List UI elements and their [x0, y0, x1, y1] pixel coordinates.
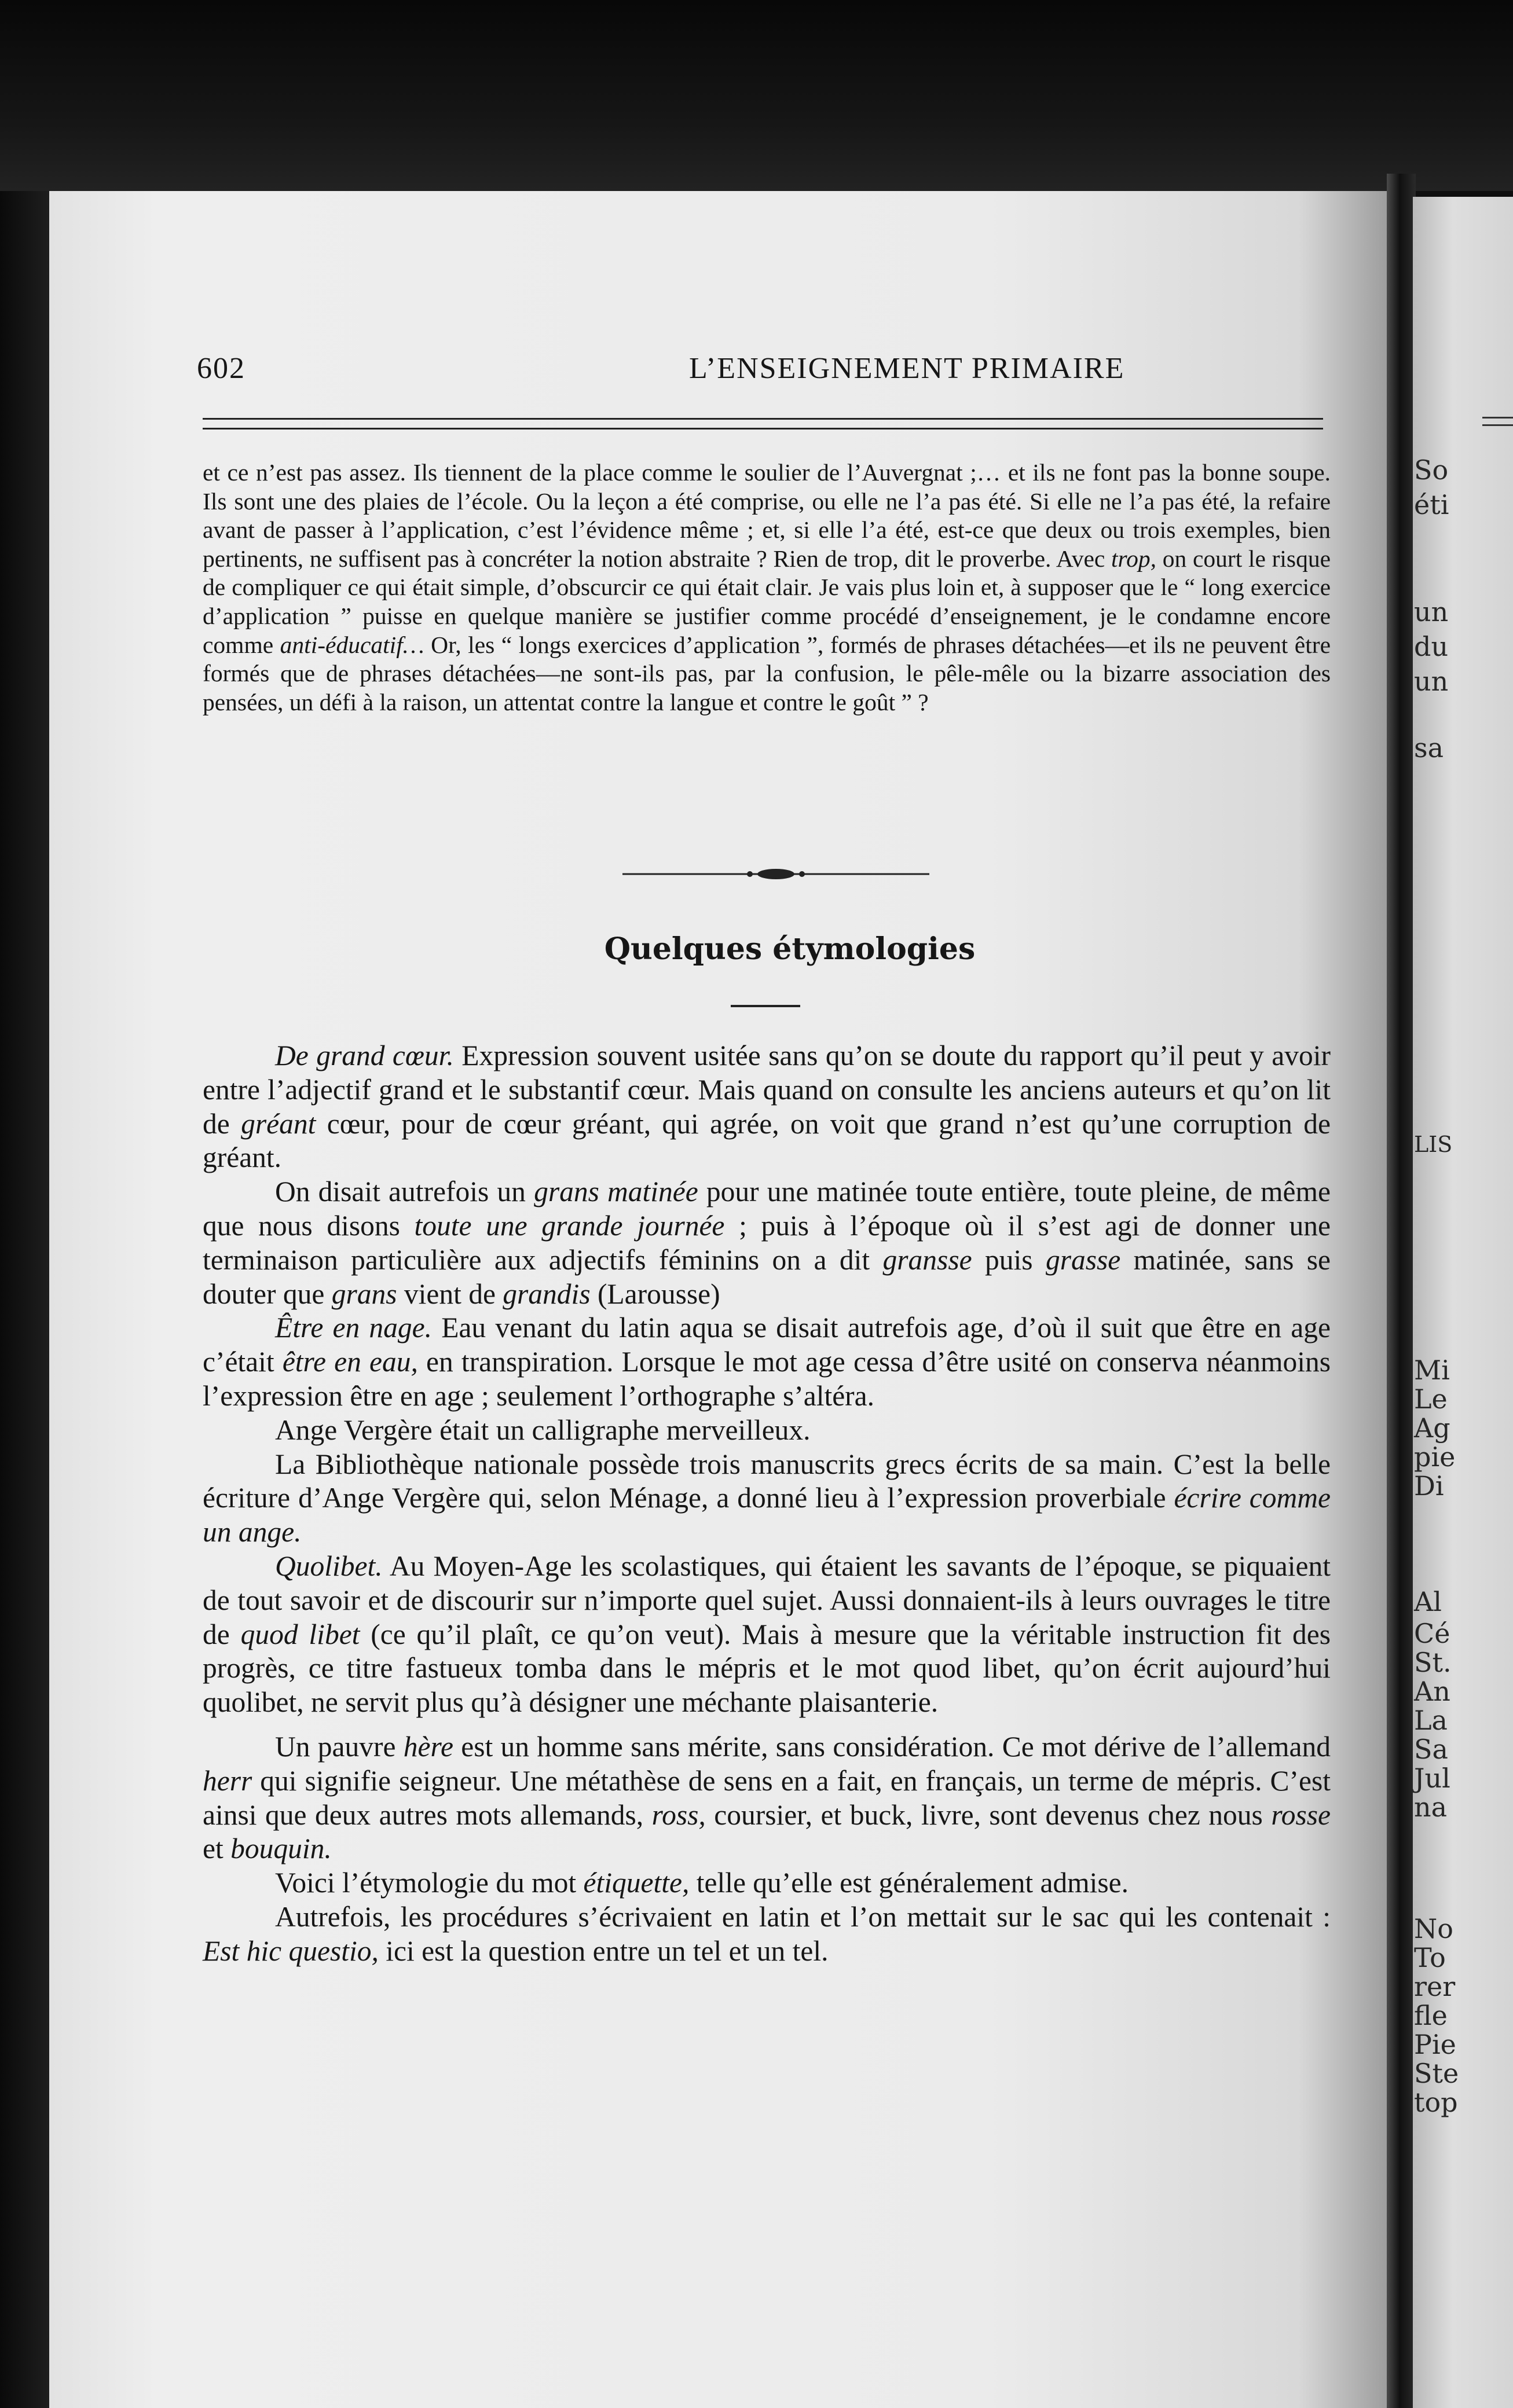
facing-fragment: LIS	[1414, 1132, 1453, 1157]
facing-fragment: Ag	[1414, 1412, 1450, 1444]
facing-fragment: pie	[1414, 1441, 1456, 1473]
text-run: puis	[972, 1243, 1046, 1276]
paragraph-pauvre-here	[203, 1730, 1331, 1866]
paragraph-ange-vergere	[203, 1414, 1331, 1448]
paragraph-quolibet	[203, 1550, 1331, 1720]
italic-run: rosse	[1271, 1798, 1331, 1831]
text-run: et	[203, 1833, 231, 1865]
title-rule	[731, 1005, 800, 1007]
italic-run: grasse	[1045, 1243, 1121, 1276]
text-run: Expression souvent usitée sans qu’on se doute du rapport qu’il peut y avoir entre l’adjectif grand et le substantif cœur. Mais quand on consulte les anciens auteurs et qu’on lit de	[203, 1040, 1331, 1140]
facing-fragment: Mi	[1414, 1355, 1450, 1386]
text-run: Autrefois, les procédures s’écrivaient en latin et l’on mettait sur le sac qui les contenait :	[275, 1900, 1331, 1933]
text-run: Ange Vergère était un calligraphe merveilleux.	[275, 1414, 811, 1446]
facing-fragment: sa	[1414, 732, 1444, 763]
facing-fragment: An	[1414, 1676, 1450, 1707]
text-run: On disait autrefois un	[275, 1176, 534, 1208]
facing-fragment: top	[1414, 2087, 1458, 2118]
italic-run: Quolibet.	[275, 1550, 383, 1582]
facing-fragment: Sa	[1414, 1734, 1448, 1765]
facing-fragment: éti	[1414, 489, 1449, 520]
text-run: Or, les “ longs exercices d’application ”, formés de phrases détachées—et ils ne peuvent être formés que de phrases détachées—ne sont-ils pas, par la confusion, le pêle-mêle ou la bizarre association des pensées, un défi à la raison, un attentat contre la langue et contre le goût ” ?	[203, 631, 1331, 715]
italic-run: grans matinée	[534, 1176, 698, 1208]
italic-run: être en eau,	[282, 1346, 418, 1378]
text-run: (ce qu’il plaît, ce qu’on veut). Mais à mesure que la véritable instruction fit des progrès, ce titre fastueux tomba dans le mépris et le mot quod libet, qu’on écrit aujourd’hui quolibet, ne servit plus qu’à désigner une méchante plaisanterie.	[203, 1618, 1331, 1719]
italic-run: gréant	[241, 1107, 316, 1140]
scan-left-edge	[0, 191, 49, 2408]
facing-fragment: un	[1414, 596, 1449, 627]
facing-fragment: rer	[1414, 1971, 1456, 2002]
italic-run: gransse	[882, 1243, 972, 1276]
text-run: ici est la question entre un tel et un tel.	[378, 1935, 829, 1967]
text-run: matinée, sans se douter que	[203, 1243, 1331, 1310]
italic-run: De grand cœur.	[275, 1040, 454, 1071]
text-run: telle qu’elle est généralement admise.	[689, 1867, 1129, 1899]
facing-fragment: Ste	[1414, 2058, 1459, 2089]
facing-fragment: No	[1414, 1913, 1453, 1944]
text-run: ; puis à l’époque où il s’est agi de donner une terminaison particulière aux adjectifs féminins on a dit	[203, 1209, 1331, 1276]
text-run: cœur, pour de cœur gréant, qui agrée, on voit que grand n’est qu’une corruption de gréant.	[203, 1107, 1331, 1174]
italic-run: Être en nage.	[275, 1312, 433, 1344]
text-run: pour une matinée toute entière, toute pleine, de même que nous disons	[203, 1176, 1331, 1242]
italic-run: étiquette,	[583, 1867, 690, 1899]
book-gutter	[1387, 174, 1416, 2408]
paragraph-grasse-matinee	[203, 1175, 1331, 1311]
italic-run: anti-éducatif…	[280, 631, 424, 658]
italic-run: quod libet	[240, 1618, 360, 1650]
text-run: en transpiration. Lorsque le mot age cessa d’être usité on conserva néanmoins l’expression être en age ; seulement l’orthographe s’altéra.	[203, 1346, 1331, 1412]
facing-fragment: Jul	[1414, 1763, 1450, 1794]
facing-fragment: La	[1414, 1705, 1448, 1736]
facing-fragment: St.	[1414, 1647, 1452, 1678]
italic-run: grandis	[503, 1278, 591, 1310]
header-double-rule	[203, 418, 1323, 430]
text-run: La Bibliothèque nationale possède trois manuscrits grecs écrits de sa main. C’est la belle écriture d’Ange Vergère qui, selon Ménage, a donné lieu à l’expression proverbiale	[203, 1448, 1331, 1514]
scan-background	[0, 0, 1513, 191]
italic-run: trop,	[1111, 545, 1157, 572]
text-run: (Larousse)	[590, 1278, 720, 1310]
italic-run: Est hic questio,	[203, 1935, 379, 1967]
facing-fragment: So	[1414, 454, 1449, 486]
facing-page-rule	[1482, 417, 1513, 426]
paragraph-etiquette	[203, 1866, 1331, 1900]
facing-fragment: Pie	[1414, 2029, 1456, 2060]
text-run: Voici l’étymologie du mot	[275, 1867, 584, 1899]
facing-fragment: fle	[1414, 2000, 1448, 2031]
text-run: qui signifie seigneur. Une métathèse de sens en a fait, en français, un terme de mépris. C’est ainsi que deux autres mots allemands,	[203, 1764, 1331, 1831]
facing-fragment: Di	[1414, 1470, 1444, 1502]
paragraph-de-grand-coeur	[203, 1039, 1331, 1175]
text-run: est un homme sans mérite, sans considération. Ce mot dérive de l’allemand	[453, 1730, 1331, 1763]
text-run: Eau venant du latin aqua se disait autrefois age, d’où il suit que être en age c’était	[203, 1312, 1331, 1378]
text-run: Un pauvre	[275, 1730, 404, 1763]
facing-fragment: Le	[1414, 1383, 1448, 1415]
italic-run: ross,	[651, 1798, 706, 1831]
paragraph-etre-en-nage	[203, 1311, 1331, 1413]
text-run: Au Moyen-Age les scolastiques, qui étaient les savants de l’époque, se piquaient de tout savoir et de discourir sur n’importe quel sujet. Aussi donnaient-ils à leurs ouvrages le titre de	[203, 1550, 1331, 1650]
facing-fragment: na	[1414, 1792, 1448, 1823]
intro-paragraph	[203, 458, 1331, 717]
facing-fragment: To	[1414, 1942, 1446, 1973]
facing-page	[1413, 197, 1513, 2408]
facing-fragment: Al	[1414, 1586, 1442, 1617]
italic-run: herr	[203, 1764, 252, 1797]
facing-fragment: Cé	[1414, 1618, 1450, 1649]
italic-run: hère	[403, 1730, 453, 1763]
paragraph-bibliotheque	[203, 1448, 1331, 1550]
text-run: on court le risque de compliquer ce qui était simple, d’obscurcir ce qui était clair. Je vais plus loin et, à supposer que le “ long exercice d’application ” puisse en quelque manière se justifier comme procédé d’enseignement, je le condamne encore comme	[203, 545, 1331, 658]
text-run: et ce n’est pas assez. Ils tiennent de la place comme le soulier de l’Auvergnat ;… et ils ne font pas la bonne soupe. Ils sont une des plaies de l’école. Ou la leçon a été comprise, ou elle ne l’a pas été. Si elle ne l’a pas été, la refaire avant de passer à l’application, c’est l’évidence même ; et, si elle l’a été, est-ce que deux ou trois exemples, bien pertinents, ne suffisent pas à concréter la notion abstraite ? Rien de trop, dit le proverbe. Avec	[203, 459, 1331, 572]
italic-run: grans	[331, 1278, 397, 1310]
running-title: L’ENSEIGNEMENT PRIMAIRE	[689, 352, 1125, 385]
section-body	[203, 1039, 1331, 1969]
text-run: vient de	[397, 1278, 503, 1310]
page-number: 602	[197, 352, 246, 385]
section-divider-ornament	[622, 862, 929, 886]
text-run: coursier, et buck, livre, sont devenus chez nous	[705, 1798, 1272, 1831]
facing-fragment: un	[1414, 666, 1449, 697]
italic-run: bouquin.	[230, 1833, 332, 1865]
italic-run: écrire comme un ange.	[203, 1482, 1331, 1548]
italic-run: toute une grande journée	[414, 1209, 725, 1242]
section-title: Quelques étymologies	[604, 931, 976, 967]
running-head	[191, 344, 1343, 391]
facing-fragment: du	[1414, 631, 1449, 662]
paragraph-autrefois	[203, 1900, 1331, 1969]
intro-text	[203, 458, 1331, 717]
